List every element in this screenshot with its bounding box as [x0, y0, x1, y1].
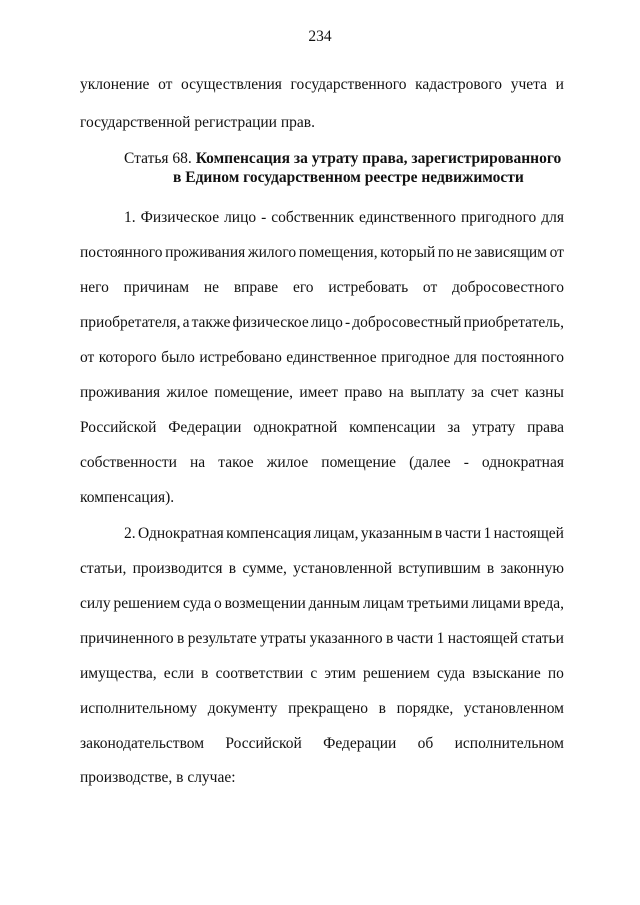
word: проживания: [165, 244, 246, 261]
word: проживания: [80, 384, 161, 401]
word: помещение,: [214, 384, 294, 401]
word: возмещении: [224, 595, 306, 612]
word: сумме,: [242, 560, 287, 577]
word: 2.: [124, 525, 136, 542]
word: истребовать: [328, 279, 409, 296]
word: за: [447, 419, 461, 436]
word: Российской: [225, 735, 302, 752]
word: прекращено: [288, 700, 369, 717]
paragraph-1-line: [80, 384, 564, 402]
word: установленном: [463, 700, 564, 717]
word: добросовестного: [452, 279, 564, 296]
word: единственного: [358, 209, 456, 226]
word: вреда,: [523, 595, 564, 612]
word: государственного: [290, 76, 407, 93]
word: Физическое: [140, 209, 220, 226]
word: исполнительном: [454, 735, 564, 752]
page-number: 234: [308, 28, 332, 45]
word: в: [378, 700, 386, 717]
word: по: [547, 665, 564, 682]
word: от: [422, 279, 438, 296]
paragraph-1-line: [80, 314, 564, 332]
word: постоянного: [481, 349, 564, 366]
word: права: [527, 419, 564, 436]
word: части: [396, 630, 434, 647]
word: постоянного: [80, 244, 163, 261]
word: лицо: [310, 314, 343, 331]
paragraph-2-line: [80, 595, 564, 613]
word: документу: [207, 700, 278, 717]
paragraph-1-line: [80, 454, 564, 472]
paragraph-2-line: [80, 560, 564, 578]
word: соответствии: [215, 665, 304, 682]
word: зависящим: [474, 244, 547, 261]
word: в: [434, 525, 443, 542]
word: которого: [98, 349, 157, 366]
word: пригодное: [381, 349, 450, 366]
paragraph-2-line: [124, 525, 564, 543]
word: в: [201, 665, 209, 682]
paragraph-2-line: [80, 665, 564, 683]
intro-line: государственной регистрации прав.: [80, 114, 315, 131]
article-title-line-1: Компенсация за утрату права, зарегистрированного: [195, 150, 562, 167]
word: от: [80, 349, 95, 366]
word: от: [158, 76, 173, 93]
word: лицами: [471, 595, 521, 612]
word: пригодного: [460, 209, 537, 226]
word: него: [80, 279, 109, 296]
word: о: [214, 595, 222, 612]
article-heading: [124, 148, 562, 186]
intro-line: [80, 76, 564, 94]
word: уклонение: [80, 76, 150, 93]
word: а: [182, 314, 190, 331]
word: лицо: [224, 209, 257, 226]
word: настоящей: [493, 525, 564, 542]
paragraph-1-line: [80, 244, 564, 262]
word: третьими: [406, 595, 469, 612]
word: данным: [308, 595, 361, 612]
word: для: [541, 209, 564, 226]
word: в: [385, 630, 394, 647]
word: порядке,: [396, 700, 454, 717]
paragraph-1-line: [80, 349, 564, 367]
word: помещение: [321, 454, 397, 471]
word: жилое: [266, 454, 309, 471]
word: лицам: [363, 595, 405, 612]
word: физическое: [232, 314, 309, 331]
word: утрату: [472, 419, 516, 436]
word: однократная: [481, 454, 564, 471]
word: Российской: [80, 419, 157, 436]
word: Однократная: [137, 525, 224, 542]
word: производится: [132, 560, 223, 577]
word: осуществления: [181, 76, 282, 93]
word: (далее: [409, 454, 451, 471]
word: однократной: [253, 419, 338, 436]
word: за: [471, 384, 485, 401]
word: имущества,: [80, 665, 157, 682]
word: компенсация: [226, 525, 312, 542]
word: вправе: [233, 279, 279, 296]
word: статьи,: [80, 560, 127, 577]
word: указанного: [309, 630, 383, 647]
word: силу: [80, 595, 111, 612]
word: -: [261, 209, 267, 226]
word: для: [454, 349, 477, 366]
word: законную: [500, 560, 564, 577]
word: право: [344, 384, 383, 401]
word: решением: [113, 595, 181, 612]
word: суда: [436, 665, 466, 682]
word: собственник: [271, 209, 354, 226]
word: от: [549, 244, 564, 261]
paragraph-1-line: [80, 279, 564, 297]
word: имеет: [299, 384, 339, 401]
paragraph-1-line: компенсация).: [80, 489, 175, 506]
word: компенсации: [349, 419, 436, 436]
word: -: [463, 454, 469, 471]
word: установленной: [293, 560, 393, 577]
word: с: [310, 665, 318, 682]
word: взыскание: [472, 665, 541, 682]
word: на: [190, 454, 206, 471]
word: причиненного: [80, 630, 174, 647]
word: 1: [483, 525, 492, 542]
word: также: [191, 314, 231, 331]
word: законодательством: [80, 735, 205, 752]
word: счет: [490, 384, 519, 401]
word: его: [292, 279, 314, 296]
word: 1: [436, 630, 445, 647]
word: суда: [183, 595, 212, 612]
word: об: [417, 735, 434, 752]
word: если: [163, 665, 194, 682]
word: 1.: [124, 209, 136, 226]
word: решением: [363, 665, 430, 682]
word: указанным: [360, 525, 433, 542]
word: этим: [324, 665, 356, 682]
word: и: [555, 76, 564, 93]
word: настоящей: [447, 630, 519, 647]
word: в: [486, 560, 495, 577]
article-number: Статья 68.: [124, 150, 192, 167]
word: причинам: [123, 279, 190, 296]
word: результате: [187, 630, 257, 647]
word: -: [345, 314, 351, 331]
word: собственности: [80, 454, 177, 471]
paragraph-1-line: [80, 419, 564, 437]
word: утраты: [260, 630, 307, 647]
word: части: [444, 525, 482, 542]
word: добросовестный: [352, 314, 462, 331]
word: кадастрового: [415, 76, 503, 93]
word: приобретателя,: [80, 314, 181, 331]
word: учета: [510, 76, 547, 93]
paragraph-2-line: производстве, в случае:: [80, 769, 236, 786]
word: Федерации: [168, 419, 242, 436]
paragraph-1-line: [124, 209, 564, 227]
paragraph-2-line: [80, 735, 564, 753]
word: по: [437, 244, 454, 261]
word: выплату: [410, 384, 465, 401]
word: жилое: [166, 384, 209, 401]
word: статьи: [521, 630, 564, 647]
word: лицам,: [313, 525, 359, 542]
word: не: [203, 279, 220, 296]
word: не: [456, 244, 472, 261]
word: такое: [218, 454, 254, 471]
word: в: [177, 630, 185, 647]
paragraph-2-line: [80, 700, 564, 718]
word: исполнительному: [80, 700, 198, 717]
article-title-line-2: в Едином государственном реестре недвижимости: [173, 169, 524, 186]
word: истребовано: [199, 349, 282, 366]
word: в: [228, 560, 237, 577]
word: помещения,: [298, 244, 378, 261]
word: который: [380, 244, 436, 261]
word: Федерации: [323, 735, 397, 752]
word: казны: [524, 384, 564, 401]
word: жилого: [247, 244, 297, 261]
paragraph-2-line: [80, 630, 564, 648]
word: было: [161, 349, 195, 366]
word: приобретатель,: [463, 314, 564, 331]
word: на: [388, 384, 404, 401]
word: вступившим: [398, 560, 481, 577]
word: единственное: [286, 349, 377, 366]
